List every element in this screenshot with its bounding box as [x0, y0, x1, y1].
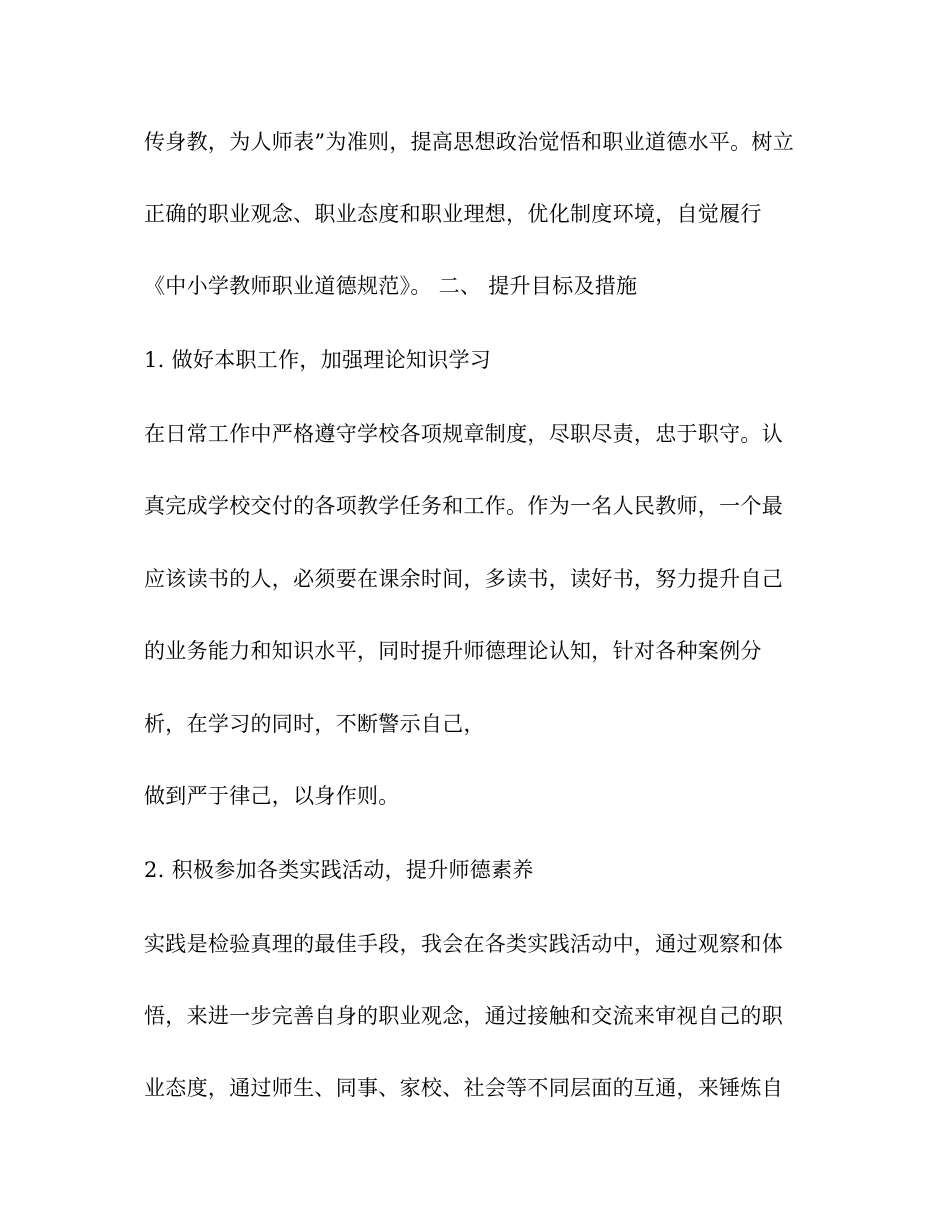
body-text-line: 在日常工作中严格遵守学校各项规章制度，尽职尽责，忠于职守。认 — [144, 422, 783, 446]
section-heading: 2. 积极参加各类实践活动，提升师德素养 — [144, 858, 534, 882]
section-heading: 1. 做好本职工作，加强理论知识学习 — [144, 348, 492, 372]
body-text-line: 真完成学校交付的各项教学任务和工作。作为一名人民教师，一个最 — [144, 494, 783, 518]
body-text-line: 析，在学习的同时，不断警示自己， — [144, 712, 485, 736]
body-text-line: 正确的职业观念、职业态度和职业理想，优化制度环境，自觉履行 — [144, 202, 762, 226]
body-text-line: 悟，来进一步完善自身的职业观念，通过接触和交流来审视自己的职 — [144, 1004, 783, 1028]
body-text-line: 实践是检验真理的最佳手段，我会在各类实践活动中，通过观察和体 — [144, 932, 783, 956]
body-text-line: 做到严于律己，以身作则。 — [144, 784, 400, 808]
body-text-line: 《中小学教师职业道德规范》。 二、 提升目标及措施 — [144, 274, 638, 298]
body-text-line: 应该读书的人，必须要在课余时间，多读书，读好书，努力提升自己 — [144, 567, 783, 591]
body-text-line: 传身教，为人师表”为准则，提高思想政治觉悟和职业道德水平。树立 — [144, 130, 795, 154]
body-text-line: 业态度，通过师生、同事、家校、社会等不同层面的互通，来锤炼自 — [144, 1076, 783, 1100]
body-text-line: 的业务能力和知识水平，同时提升师德理论认知，针对各种案例分 — [144, 639, 762, 663]
